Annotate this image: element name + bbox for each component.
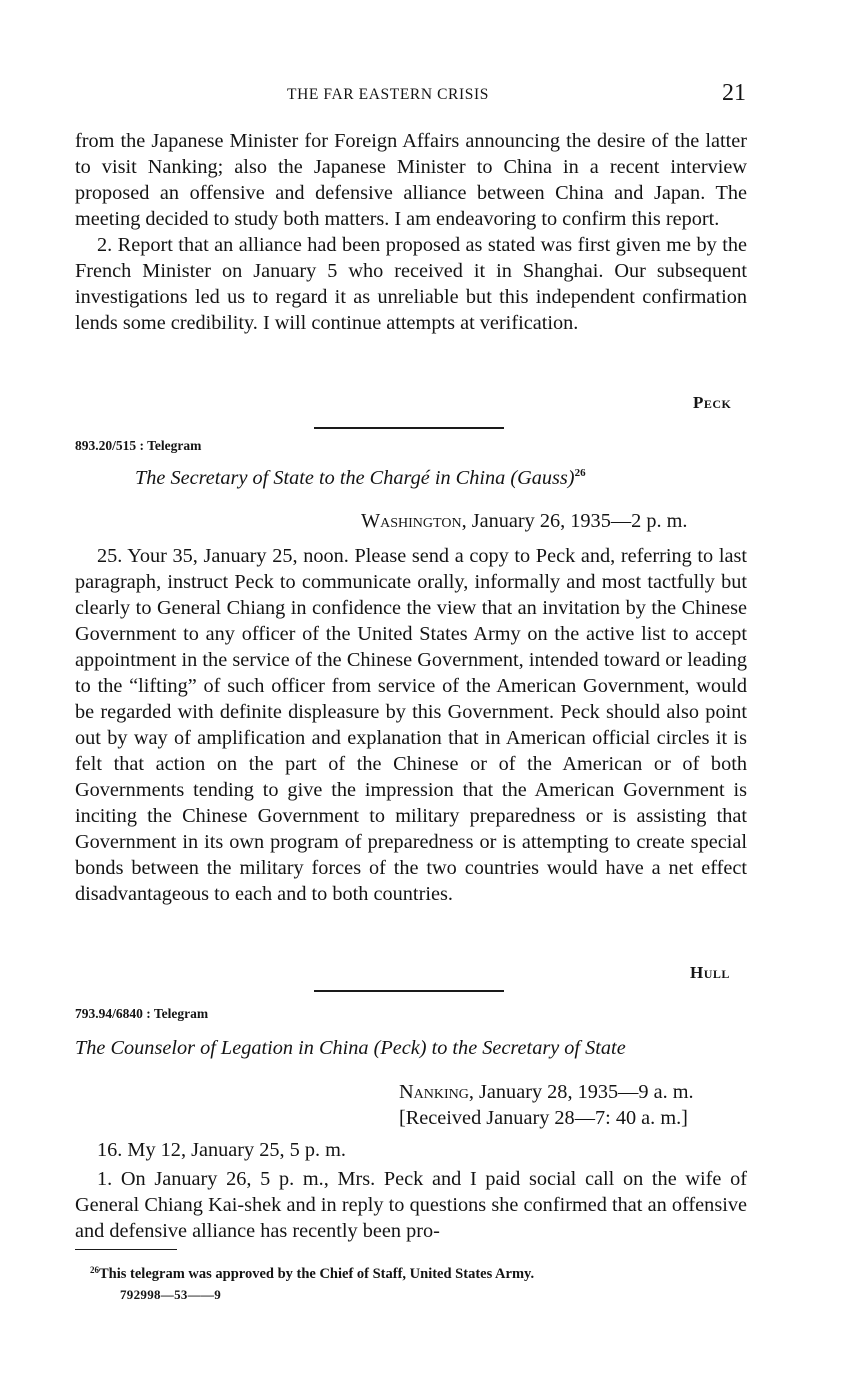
section-divider [314, 427, 504, 429]
file-reference: 793.94/6840 : Telegram [75, 1006, 209, 1021]
page-number: 21 [722, 80, 746, 106]
footnote-marker: 26 [90, 1265, 99, 1275]
footnote: $^{26}$This telegram was approved by the Chief of Staff, United States Army. [90, 1265, 535, 1282]
running-head: THE FAR EASTERN CRISIS [287, 86, 489, 103]
dateline-place: Washington [361, 510, 462, 532]
footnote-rule [75, 1249, 177, 1250]
dateline: Nanking, January 28, 1935—9 a. m. [399, 1081, 694, 1103]
paragraph-2: 2. Report that an alliance had been proposed as stated was first given me by the French Minister on January 5 who received it in Shanghai. Our subsequent investigations led us to regard it as unreliable but this independent confirmation lends some credibility. I will continue attempts at verification. [75, 234, 747, 334]
section-1-body [75, 128, 747, 336]
telegram-body: 25. Your 35, January 25, noon. Please send a copy to Peck and, referring to last paragraph, instruct Peck to communicate orally, informally and most tactfully but clearly to General Chiang in confidence the view that an invitation by the Chinese Government to any officer of the United States Army on the active list to accept appointment in the service of the Chinese Government, intended toward or leading to the “lifting” of such officer from service of the American Government, would be regarded with definite displeasure by this Government. Peck should also point out by way of amplification and explanation that in American official circles it is felt that action on the part of the Chinese or of the American or of both Governments tending to give the impression that the American Government is inciting the Chinese Government to military preparedness or is assisting that Government in its own program of preparedness or is attempting to create special bonds between the military forces of the two countries would have a net effect disadvantageous to each and to both countries. [75, 545, 747, 905]
footnote-marker: 26 [574, 467, 586, 479]
dateline: Washington, January 26, 1935—2 p. m. [361, 510, 688, 532]
file-reference: 893.20/515 : Telegram [75, 438, 202, 453]
signature-hull: Hull [690, 963, 730, 982]
section-3-body [75, 1166, 747, 1244]
section-2-body [75, 543, 747, 907]
paragraph-continuation: from the Japanese Minister for Foreign Affairs announcing the desire of the latter to visit Nanking; also the Japanese Minister to China in a recent interview proposed an offensive and defensive alliance between China and Japan. The meeting decided to study both matters. I am endeavoring to confirm this report. [75, 130, 747, 230]
telegram-body: 1. On January 26, 5 p. m., Mrs. Peck and I paid social call on the wife of General Chiang Kai-shek and in reply to questions she confirmed that an offensive and defensive alliance has recently been pro- [75, 1168, 747, 1242]
section-divider [314, 990, 504, 992]
paragraph-16: 16. My 12, January 25, 5 p. m. [97, 1139, 346, 1161]
signature-peck: Peck [693, 393, 732, 412]
document-caption: The Secretary of State to the Chargé in China (Gauss)$^{26}$ [135, 467, 586, 489]
dateline-place: Nanking [399, 1081, 469, 1103]
received-line: [Received January 28—7: 40 a. m.] [399, 1107, 688, 1129]
document-caption: The Counselor of Legation in China (Peck) to the Secretary of State [75, 1037, 626, 1059]
print-code: 792998—53——9 [120, 1287, 222, 1302]
